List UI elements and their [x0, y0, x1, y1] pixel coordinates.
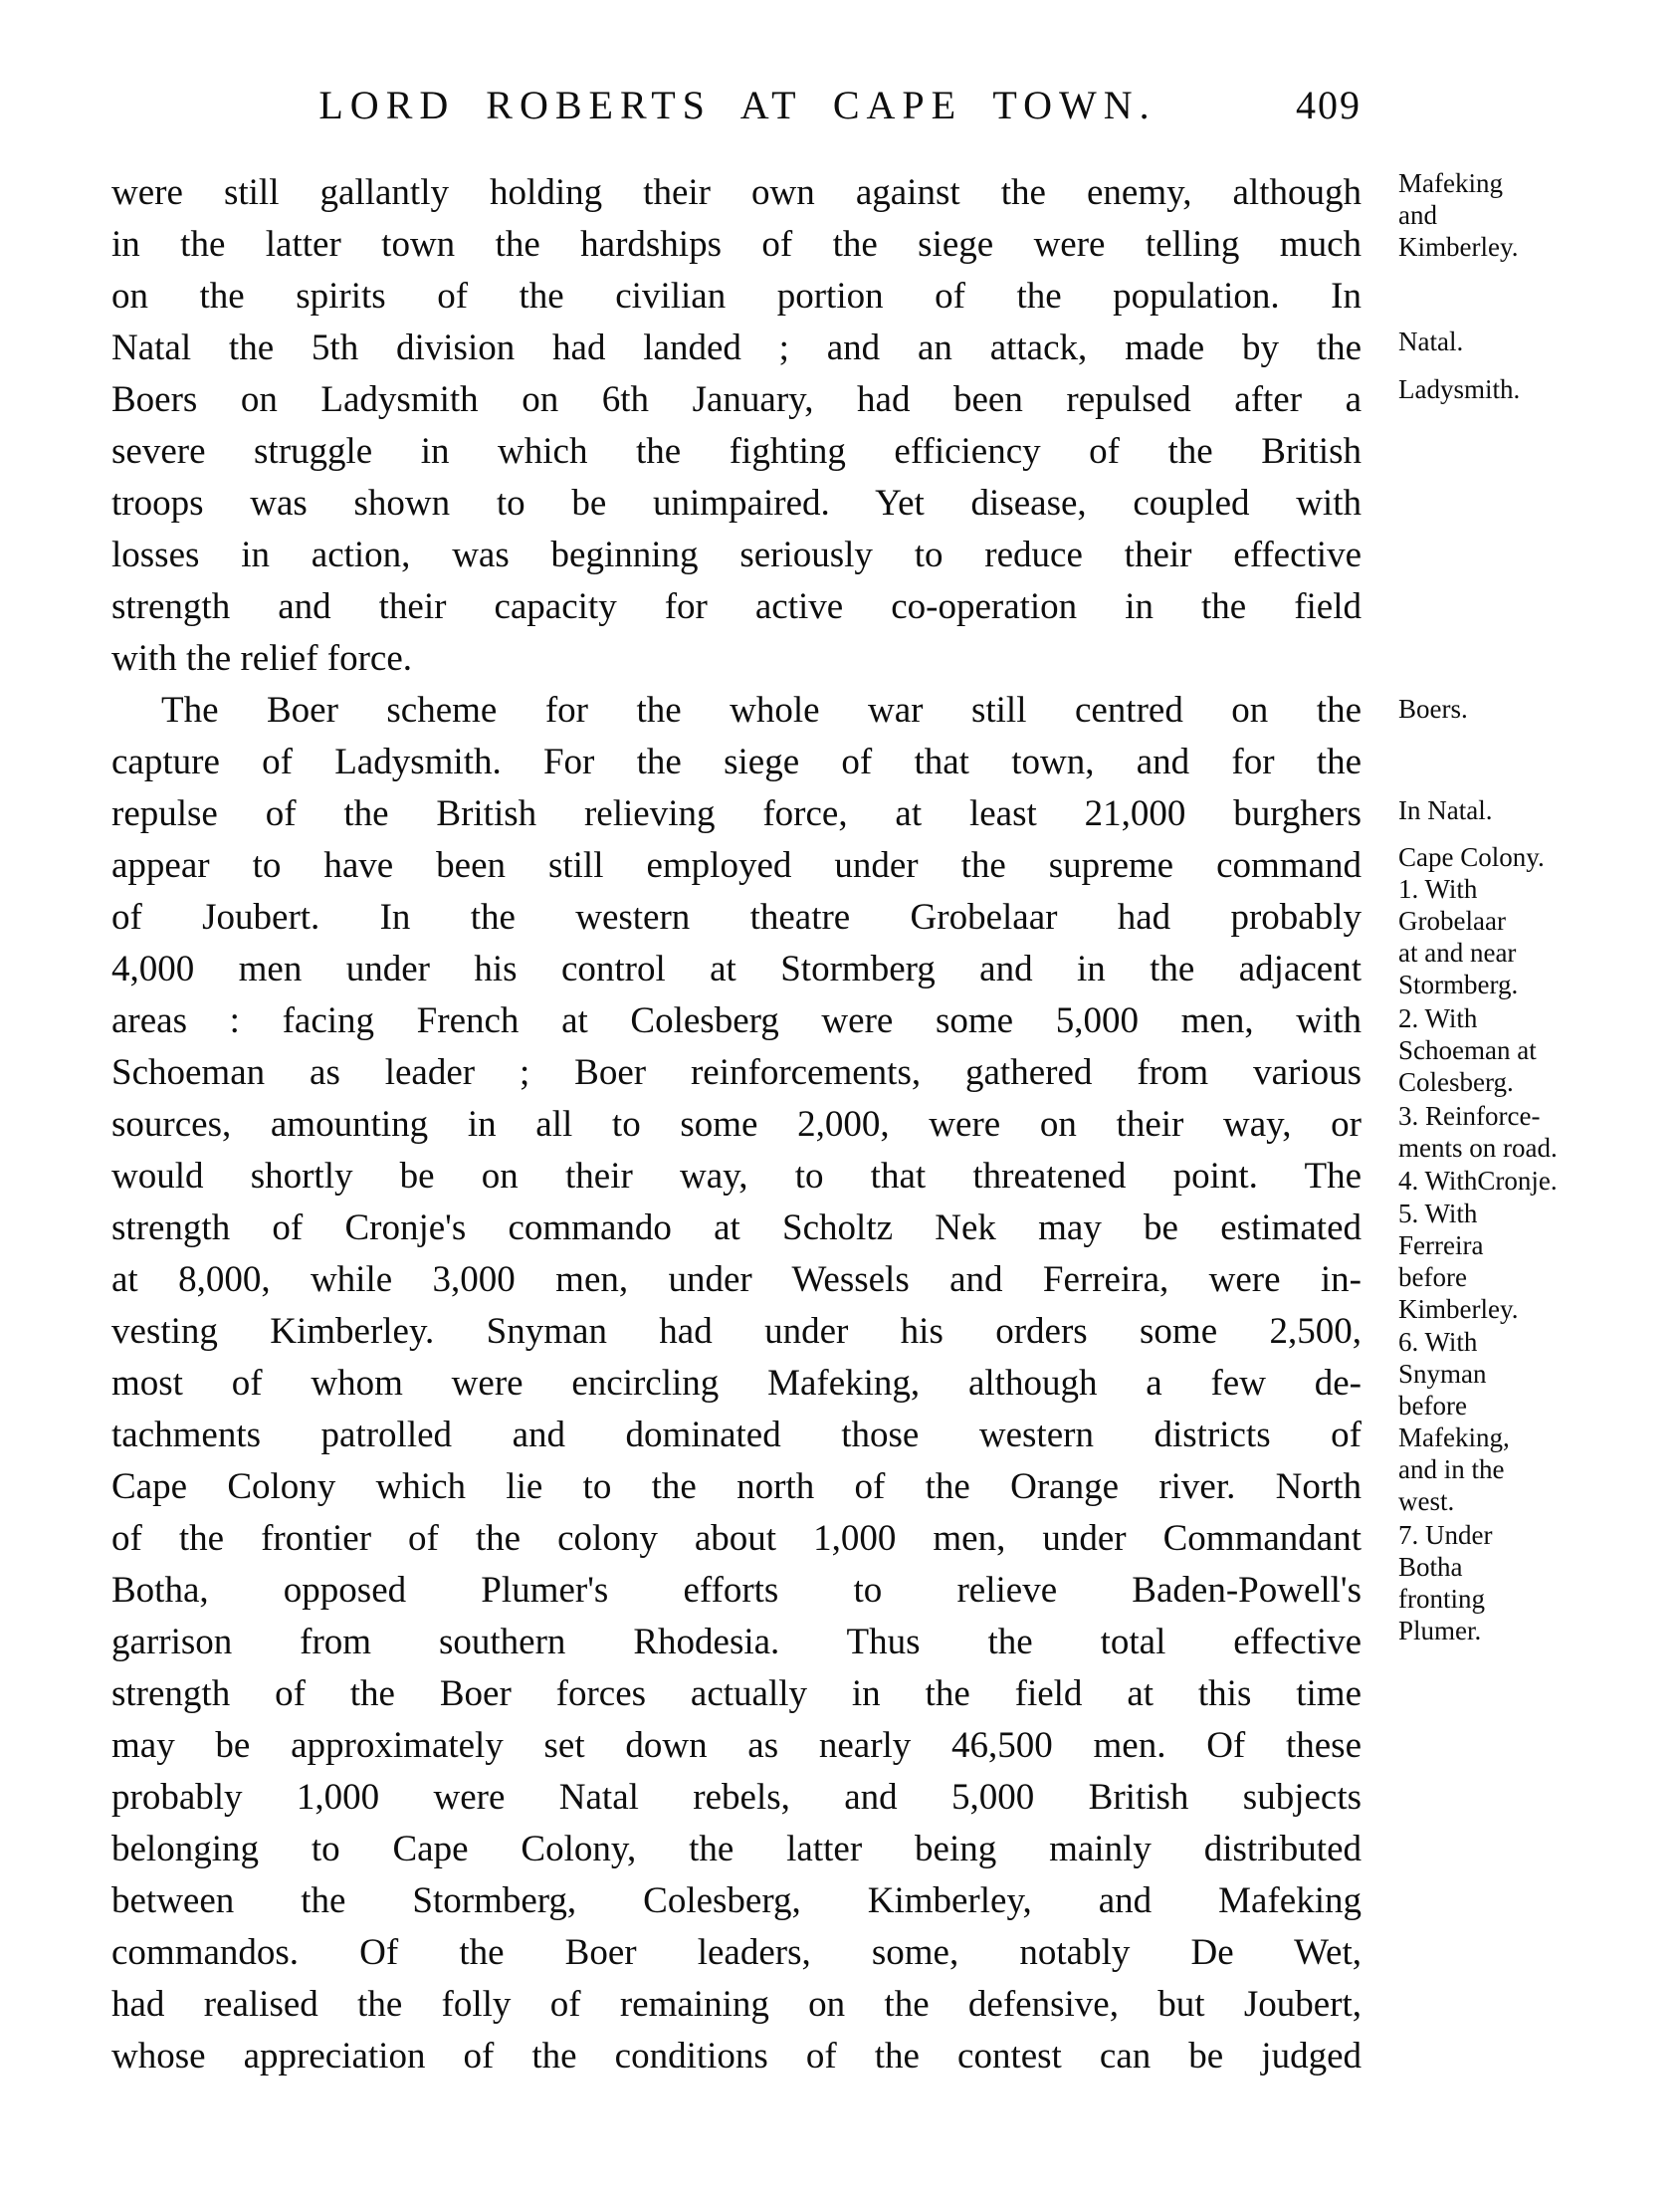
margin-note	[1398, 794, 1662, 826]
margin-note-line: Kimberley.	[1398, 1294, 1519, 1324]
margin-note	[1398, 1519, 1662, 1646]
margin-note-line: Schoeman at	[1398, 1035, 1537, 1065]
margin-note-line: 2. With	[1398, 1003, 1478, 1033]
margin-note-line: 4. WithCronje.	[1398, 1166, 1558, 1196]
text-line: Cape Colony which lie to the north of the Orange river. North	[111, 1466, 1362, 1507]
text-line: areas : facing French at Colesberg were some 5,000 men, with	[111, 1000, 1362, 1041]
text-line: repulse of the British relieving force, at least 21,000 burghers	[111, 793, 1362, 834]
body-text	[111, 167, 1362, 2082]
margin-note-line: Cape Colony.	[1398, 842, 1545, 872]
margin-note-line: before	[1398, 1262, 1467, 1292]
margin-note	[1398, 326, 1662, 357]
text-line: The Boer scheme for the whole war still centred on the	[161, 690, 1362, 731]
margin-note-line: Mafeking	[1398, 168, 1503, 198]
margin-note-line: 7. Under	[1398, 1520, 1493, 1550]
margin-note	[1398, 167, 1662, 263]
margin-note-line: and	[1398, 200, 1437, 230]
margin-note	[1398, 693, 1662, 725]
text-line: belonging to Cape Colony, the latter being mainly distributed	[111, 1829, 1362, 1869]
text-line: 4,000 men under his control at Stormberg and in the adjacent	[111, 949, 1362, 989]
margin-note	[1398, 1326, 1662, 1517]
text-line: losses in action, was beginning seriously to reduce their effective	[111, 535, 1362, 575]
margin-note-line: at and near	[1398, 938, 1517, 968]
margin-note	[1398, 373, 1662, 405]
margin-note-line: Snyman	[1398, 1359, 1487, 1389]
margin-note	[1398, 1002, 1662, 1098]
text-line: troops was shown to be unimpaired. Yet disease, coupled with	[111, 483, 1362, 524]
margin-note-line: 5. With	[1398, 1199, 1478, 1228]
text-line: capture of Ladysmith. For the siege of that town, and for the	[111, 742, 1362, 782]
text-line: appear to have been still employed under the supreme command	[111, 845, 1362, 886]
text-line: were still gallantly holding their own against the enemy, although	[111, 172, 1362, 213]
margin-note	[1398, 1165, 1662, 1197]
page-header-title: LORD ROBERTS AT CAPE TOWN.	[318, 83, 1156, 127]
margin-note-line: Stormberg.	[1398, 970, 1519, 999]
text-line: of the frontier of the colony about 1,000 men, under Commandant	[111, 1518, 1362, 1559]
text-line: tachments patrolled and dominated those western districts of	[111, 1415, 1362, 1455]
margin-note	[1398, 1100, 1662, 1164]
margin-note-line: 1. With	[1398, 874, 1478, 904]
text-line: strength of Cronje's commando at Scholtz Nek may be estimated	[111, 1207, 1362, 1248]
text-line: with the relief force.	[111, 638, 413, 679]
margin-note-line: 6. With	[1398, 1327, 1478, 1357]
margin-note-line: Ferreira	[1398, 1230, 1484, 1260]
margin-note-line: fronting	[1398, 1584, 1485, 1614]
text-line: strength and their capacity for active co-operation in the field	[111, 586, 1362, 627]
margin-note-line: Kimberley.	[1398, 232, 1519, 262]
text-line: severe struggle in which the fighting efficiency of the British	[111, 431, 1362, 472]
text-line: Botha, opposed Plumer's efforts to relieve Baden-Powell's	[111, 1570, 1362, 1611]
margin-note	[1398, 873, 1662, 1000]
margin-note-line: Mafeking,	[1398, 1422, 1510, 1452]
text-line: would shortly be on their way, to that threatened point. The	[111, 1156, 1362, 1197]
margin-note-line: In Natal.	[1398, 795, 1493, 825]
text-line: had realised the folly of remaining on the defensive, but Joubert,	[111, 1984, 1362, 2025]
text-line: vesting Kimberley. Snyman had under his orders some 2,500,	[111, 1311, 1362, 1352]
text-line: sources, amounting in all to some 2,000, were on their way, or	[111, 1104, 1362, 1145]
margin-note-line: Plumer.	[1398, 1616, 1482, 1645]
margin-note-line: Colesberg.	[1398, 1067, 1514, 1097]
text-line: Boers on Ladysmith on 6th January, had been repulsed after a	[111, 379, 1362, 420]
text-line: Natal the 5th division had landed ; and an attack, made by the	[111, 328, 1362, 368]
margin-note	[1398, 1198, 1662, 1325]
text-line: commandos. Of the Boer leaders, some, notably De Wet,	[111, 1932, 1362, 1973]
text-line: most of whom were encircling Mafeking, although a few de-	[111, 1363, 1362, 1404]
margin-note-line: west.	[1398, 1486, 1455, 1516]
text-line: on the spirits of the civilian portion of the population. In	[111, 276, 1362, 317]
margin-note-line: Ladysmith.	[1398, 374, 1521, 404]
text-line: between the Stormberg, Colesberg, Kimberley, and Mafeking	[111, 1880, 1362, 1921]
text-line: in the latter town the hardships of the siege were telling much	[111, 224, 1362, 265]
text-line: strength of the Boer forces actually in the field at this time	[111, 1673, 1362, 1714]
margin-note-line: Botha	[1398, 1552, 1463, 1582]
margin-note-line: Natal.	[1398, 327, 1464, 356]
running-head-row	[111, 82, 1364, 133]
text-line: probably 1,000 were Natal rebels, and 5,000 British subjects	[111, 1777, 1362, 1818]
text-line: of Joubert. In the western theatre Grobelaar had probably	[111, 897, 1362, 938]
text-line: may be approximately set down as nearly 46,500 men. Of these	[111, 1725, 1362, 1766]
margin-note	[1398, 841, 1662, 873]
text-line: at 8,000, while 3,000 men, under Wessels and Ferreira, were in-	[111, 1259, 1362, 1300]
text-line: whose appreciation of the conditions of the contest can be judged	[111, 2036, 1362, 2077]
text-line: garrison from southern Rhodesia. Thus the total effective	[111, 1622, 1362, 1662]
margin-note-line: Boers.	[1398, 694, 1468, 724]
margin-note-line: and in the	[1398, 1454, 1505, 1484]
text-line: Schoeman as leader ; Boer reinforcements, gathered from various	[111, 1052, 1362, 1093]
page-number: 409	[1296, 83, 1362, 127]
margin-note-line: before	[1398, 1391, 1467, 1421]
margin-note-line: 3. Reinforce-	[1398, 1101, 1541, 1131]
margin-note-line: Grobelaar	[1398, 906, 1506, 936]
margin-note-line: ments on road.	[1398, 1133, 1558, 1163]
